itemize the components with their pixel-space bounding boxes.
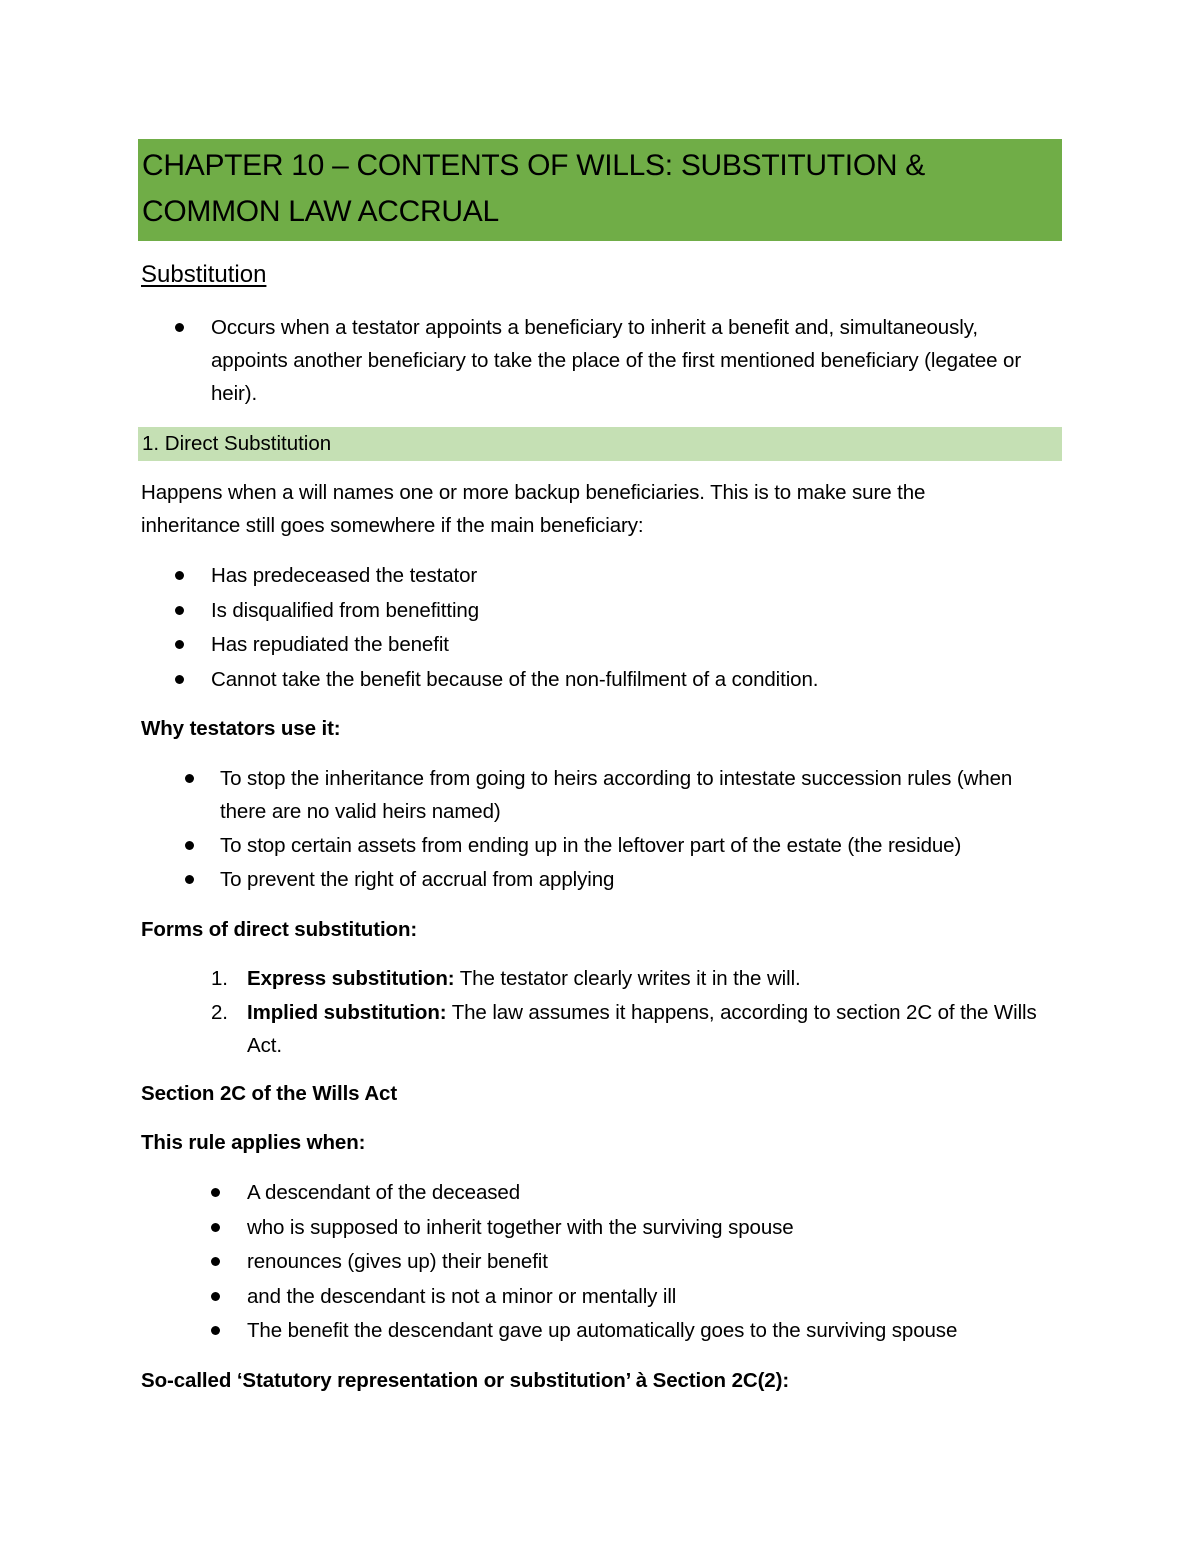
form-label: Express substitution: [247, 967, 455, 990]
bullet-icon [211, 1326, 220, 1335]
why-list [220, 762, 1050, 897]
list-item [211, 594, 1051, 629]
section-title-substitution: Substitution [141, 261, 267, 288]
form-label: Implied substitution: [247, 1001, 447, 1024]
bullet-icon [175, 606, 184, 615]
list-item [247, 1176, 1047, 1211]
list-item-text: who is supposed to inherit together with the surviving spouse [247, 1215, 794, 1239]
rule-list [247, 1176, 1047, 1349]
chapter-title: CHAPTER 10 – CONTENTS OF WILLS: SUBSTITUTION & COMMON LAW ACCRUAL [138, 139, 1062, 241]
bullet-icon [185, 875, 194, 884]
list-item [247, 1245, 1047, 1280]
bullet-icon [175, 675, 184, 684]
list-item-text: The benefit the descendant gave up automatically goes to the surviving spouse [247, 1319, 958, 1342]
why-testators-heading: Why testators use it: [141, 717, 341, 740]
bullet-icon [175, 640, 184, 649]
direct-substitution-heading: 1. Direct Substitution [138, 427, 1062, 461]
section-2c-heading: Section 2C of the Wills Act [141, 1082, 398, 1105]
direct-substitution-intro: Happens when a will names one or more backup beneficiaries. This is to make sure the inheritance still goes somewhere if the main beneficiary: [141, 481, 926, 537]
list-item [211, 628, 1051, 663]
list-item-text: Cannot take the benefit because of the non-fulfilment of a condition. [211, 667, 819, 691]
bullet-icon [175, 323, 184, 332]
list-item [211, 559, 1051, 594]
list-item [211, 311, 1051, 410]
list-item-text: To prevent the right of accrual from applying [220, 868, 615, 891]
list-item-text: and the descendant is not a minor or mentally ill [247, 1284, 677, 1308]
bullet-icon [185, 841, 194, 850]
list-item-text: Has predeceased the testator [211, 564, 478, 587]
statutory-heading: So-called ‘Statutory representation or substitution’ à Section 2C(2): [141, 1369, 790, 1392]
substitution-bullet-list [211, 311, 1051, 410]
list-item [247, 1280, 1047, 1315]
list-number: 2. [211, 1001, 228, 1024]
bullet-icon [211, 1257, 220, 1266]
list-item-text: Has repudiated the benefit [211, 633, 449, 656]
list-item [220, 762, 1050, 828]
forms-list [211, 962, 1047, 1062]
list-item-text: renounces (gives up) their benefit [247, 1250, 548, 1273]
bullet-icon [211, 1223, 220, 1232]
list-item [220, 863, 1050, 897]
list-item-text: To stop certain assets from ending up in the leftover part of the estate (the residue) [220, 834, 962, 857]
list-item-text: To stop the inheritance from going to heirs according to intestate succession rules (when there are no valid heirs named) [220, 767, 1013, 823]
bullet-icon [211, 1188, 220, 1197]
bullet-icon [211, 1292, 220, 1301]
list-item [211, 663, 1051, 698]
rule-applies-heading: This rule applies when: [141, 1131, 366, 1154]
list-item [211, 962, 1047, 996]
list-item [247, 1314, 1047, 1349]
bullet-icon [175, 571, 184, 580]
bullet-icon [185, 774, 194, 783]
list-item [211, 996, 1047, 1062]
list-number: 1. [211, 967, 228, 990]
form-text: The testator clearly writes it in the will. [454, 967, 801, 990]
conditions-list [211, 559, 1051, 697]
form-text: The law assumes it happens, according to section 2C of the Wills Act. [247, 1001, 1037, 1057]
list-item [220, 829, 1050, 863]
forms-heading: Forms of direct substitution: [141, 918, 418, 941]
list-item-text: Occurs when a testator appoints a beneficiary to inherit a benefit and, simultaneously, appoints another beneficiary to take the place of the first mentioned beneficiary (legatee or heir). [211, 316, 1022, 405]
list-item-text: Is disqualified from benefitting [211, 598, 480, 622]
list-item [247, 1211, 1047, 1246]
list-item-text: A descendant of the deceased [247, 1181, 521, 1204]
